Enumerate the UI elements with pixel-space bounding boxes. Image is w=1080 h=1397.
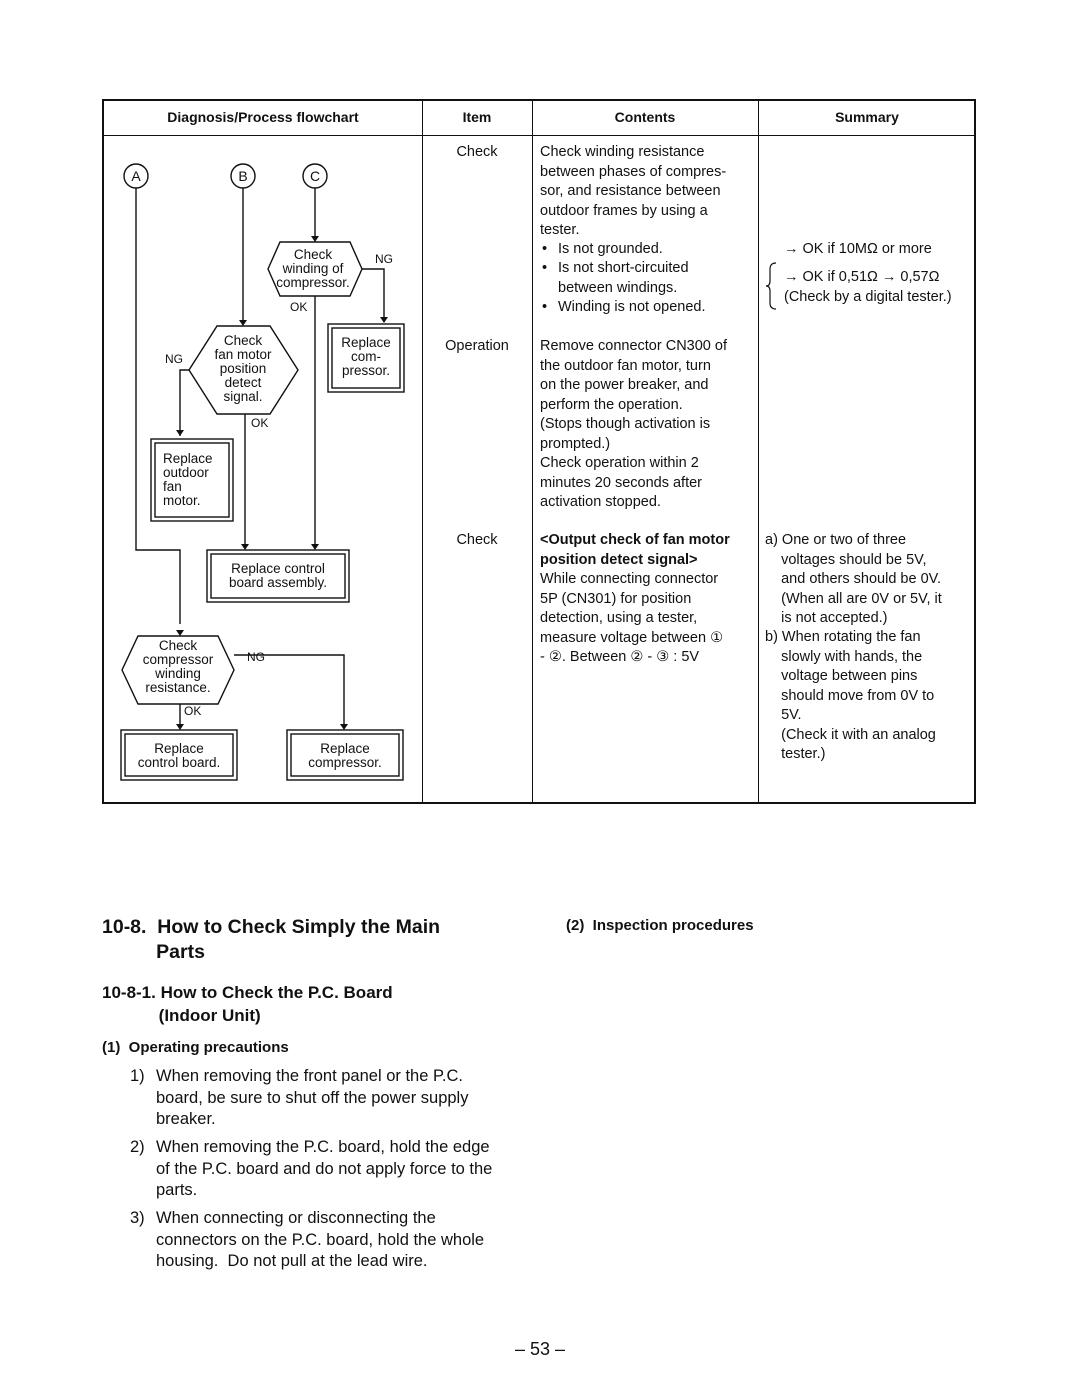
svg-text:resistance.: resistance. [145, 680, 211, 695]
svg-text:fan motor: fan motor [214, 347, 272, 362]
svg-text:compressor.: compressor. [308, 755, 382, 770]
svg-text:fan: fan [163, 479, 182, 494]
header-summary: Summary [835, 109, 899, 125]
row1-bullet-2: • Is not short-circuited between windings. [558, 259, 689, 298]
row3-summary-b: b) When rotating the fan slowly with hands, the voltage between pins should move from 0V to 5V. (Check it with an analog tester.) [765, 629, 936, 762]
page-number: – 53 – [514, 1339, 566, 1359]
svg-text:Replace: Replace [163, 451, 213, 466]
precaution-1-text: When removing the front panel or the P.C. board, be sure to shut off the power supply breaker. [156, 1067, 469, 1128]
flow-label-b: B [238, 168, 248, 184]
svg-text:winding: winding [155, 666, 201, 681]
svg-text:Check: Check [158, 638, 198, 653]
svg-text:outdoor: outdoor [163, 465, 209, 480]
svg-text:NG: NG [165, 352, 183, 366]
precaution-3-text: When connecting or disconnecting the connectors on the P.C. board, hold the whole housing. Do not pull at the lead wire. [156, 1209, 485, 1270]
precaution-3-num: 3) [130, 1209, 145, 1227]
precaution-1-num: 1) [130, 1067, 145, 1085]
svg-text:motor.: motor. [163, 493, 201, 508]
operating-heading: (1) Operating precautions [102, 1039, 289, 1056]
svg-text:Check: Check [223, 333, 263, 348]
row3-contents: While connecting connector 5P (CN301) for position detection, using a tester, measure voltage between ① - ②. Between ② - ③ : 5V [540, 571, 724, 665]
row1-summary-2: → OK if 0,51Ω → 0,57Ω [784, 269, 940, 285]
row3-summary-a: a) One or two of three voltages should be 5V, and others should be 0V. (When all are 0V or 5V, it is not accepted.) [765, 532, 942, 626]
header-contents: Contents [614, 109, 676, 125]
row3-contents-bold: <Output check of fan motor position detect signal> [540, 532, 730, 568]
row1-summary-1: → OK if 10MΩ or more [784, 241, 932, 257]
row1-item: Check [456, 144, 498, 160]
svg-text:position: position [219, 361, 267, 376]
process-flowchart [102, 134, 420, 800]
svg-text:compressor: compressor [142, 652, 214, 667]
svg-text:Replace: Replace [341, 335, 391, 350]
svg-text:detect: detect [224, 375, 262, 390]
svg-text:signal.: signal. [223, 389, 263, 404]
svg-text:NG: NG [247, 650, 265, 664]
row1-contents: Check winding resistance between phases of compres- sor, and resistance between outdoor frames by using a tester. [540, 144, 727, 238]
svg-text:OK: OK [290, 300, 308, 314]
row1-bullet-3: • Winding is not opened. [558, 298, 706, 318]
row2-contents: Remove connector CN300 of the outdoor fan motor, turn on the power breaker, and perform the operation. (Stops though activation is prompted.) Check operation within 2 minutes 20 seconds after activation stopped. [540, 338, 727, 510]
row1-bullet-1: • Is not grounded. [558, 240, 663, 260]
svg-text:NG: NG [375, 252, 393, 266]
row2-item: Operation [445, 338, 509, 354]
svg-text:Replace: Replace [154, 741, 204, 756]
flow-label-a: A [131, 168, 141, 184]
row1-summary-3: (Check by a digital tester.) [784, 289, 952, 305]
svg-text:board assembly.: board assembly. [228, 575, 328, 590]
brace-icon [764, 261, 782, 311]
svg-text:winding of: winding of [282, 261, 344, 276]
row3-item: Check [456, 532, 498, 548]
svg-text:com-: com- [351, 349, 381, 364]
svg-text:OK: OK [251, 416, 269, 430]
svg-text:control board.: control board. [137, 755, 221, 770]
precaution-2-text: When removing the P.C. board, hold the edge of the P.C. board and do not apply force to the parts. [156, 1138, 493, 1199]
inspection-heading: (2) Inspection procedures [566, 917, 754, 934]
svg-text:pressor.: pressor. [341, 363, 391, 378]
svg-text:OK: OK [184, 704, 202, 718]
section-title: 10-8. How to Check Simply the Main Parts [102, 916, 441, 963]
svg-text:compressor.: compressor. [276, 275, 350, 290]
svg-text:Replace: Replace [320, 741, 370, 756]
precaution-2-num: 2) [130, 1138, 145, 1156]
section-subtitle: 10-8-1. How to Check the P.C. Board (Indoor Unit) [102, 983, 393, 1025]
svg-text:Check: Check [293, 247, 333, 262]
header-flowchart: Diagnosis/Process flowchart [167, 109, 359, 125]
svg-text:Replace control: Replace control [231, 561, 325, 576]
flow-label-c: C [309, 168, 321, 184]
header-item: Item [462, 109, 492, 125]
